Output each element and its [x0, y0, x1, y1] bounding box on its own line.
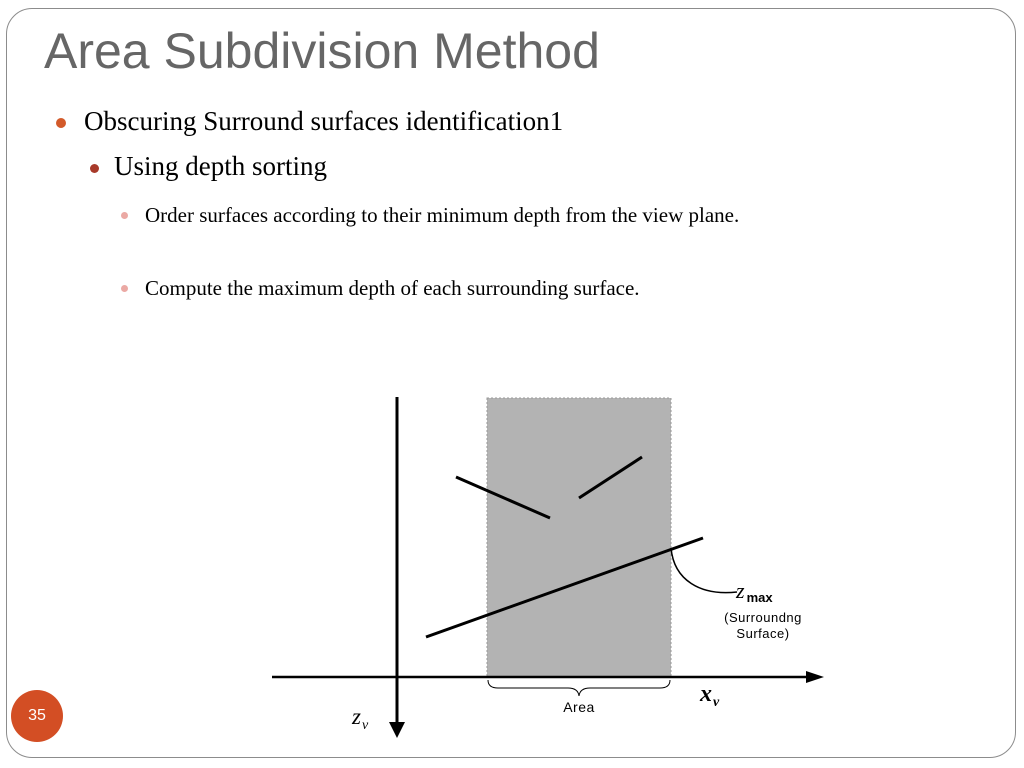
slide-title: Area Subdivision Method: [44, 23, 600, 79]
x-axis-arrow-icon: [806, 671, 824, 683]
bullet-text: Using depth sorting: [114, 151, 327, 181]
z-axis-arrow-icon: [389, 722, 405, 738]
bullet-text: Obscuring Surround surfaces identification1: [84, 106, 564, 136]
surrounding-surface-label-line2: Surface): [736, 626, 790, 641]
page-number-badge: 35: [11, 690, 63, 742]
surrounding-surface-label-line1: (Surroundng: [724, 610, 802, 625]
area-label: Area: [563, 699, 595, 715]
zmax-leader-line: [671, 548, 737, 593]
x-axis-label: $x_v$: [700, 681, 720, 710]
zmax-label: zmax: [736, 578, 773, 605]
area-region: [487, 398, 671, 677]
z-axis-label: $z_v$: [352, 704, 369, 733]
area-brace: [488, 680, 670, 696]
bullet-text: Compute the maximum depth of each surrounding surface.: [145, 276, 640, 300]
bullet-text: Order surfaces according to their minimum depth from the view plane.: [145, 203, 740, 227]
